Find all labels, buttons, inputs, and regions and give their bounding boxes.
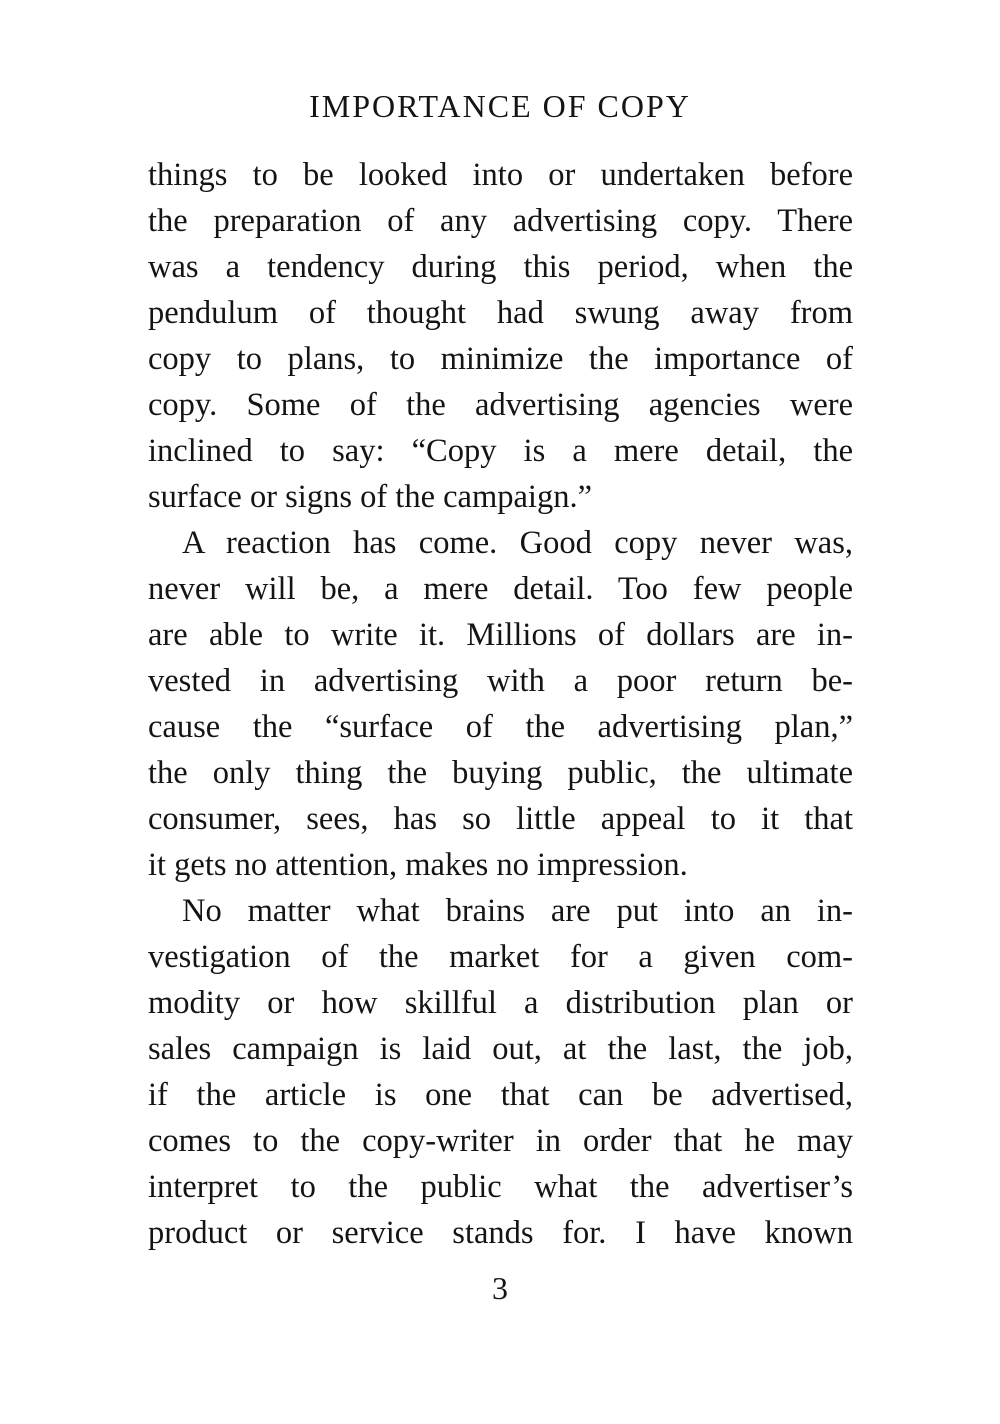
text-line: inclined to say: “Copy is a mere detail, the: [148, 433, 853, 469]
text-line: surface or signs of the campaign.”: [148, 479, 593, 515]
running-head-title: IMPORTANCE OF COPY: [309, 88, 691, 124]
text-line: things to be looked into or undertaken before: [148, 157, 853, 193]
text-line: vestigation of the market for a given com-: [148, 939, 853, 975]
text-line: modity or how skillful a distribution plan or: [148, 985, 853, 1021]
text-line: pendulum of thought had swung away from: [148, 295, 853, 331]
text-line: vested in advertising with a poor return be-: [148, 663, 853, 699]
text-line: never will be, a mere detail. Too few people: [148, 571, 853, 607]
text-line: the preparation of any advertising copy. There: [148, 203, 853, 239]
text-line: was a tendency during this period, when the: [148, 249, 853, 285]
text-line: if the article is one that can be advertised,: [148, 1077, 853, 1113]
text-line: are able to write it. Millions of dollars are in-: [148, 617, 853, 653]
text-line: it gets no attention, makes no impression.: [148, 847, 688, 883]
page-number: 3: [492, 1270, 508, 1306]
text-line: comes to the copy-writer in order that he may: [148, 1123, 853, 1159]
text-line: copy. Some of the advertising agencies were: [148, 387, 853, 423]
text-line: cause the “surface of the advertising plan,”: [148, 709, 853, 745]
text-line: copy to plans, to minimize the importance of: [148, 341, 853, 377]
text-line: A reaction has come. Good copy never was,: [182, 525, 853, 561]
text-line: sales campaign is laid out, at the last, the job,: [148, 1031, 853, 1067]
text-line: No matter what brains are put into an in-: [182, 893, 853, 929]
text-line: product or service stands for. I have known: [148, 1215, 853, 1251]
text-line: the only thing the buying public, the ultimate: [148, 755, 853, 791]
body-text: [148, 152, 853, 1256]
text-line: consumer, sees, has so little appeal to it that: [148, 801, 853, 837]
text-line: interpret to the public what the advertiser’s: [148, 1169, 853, 1205]
